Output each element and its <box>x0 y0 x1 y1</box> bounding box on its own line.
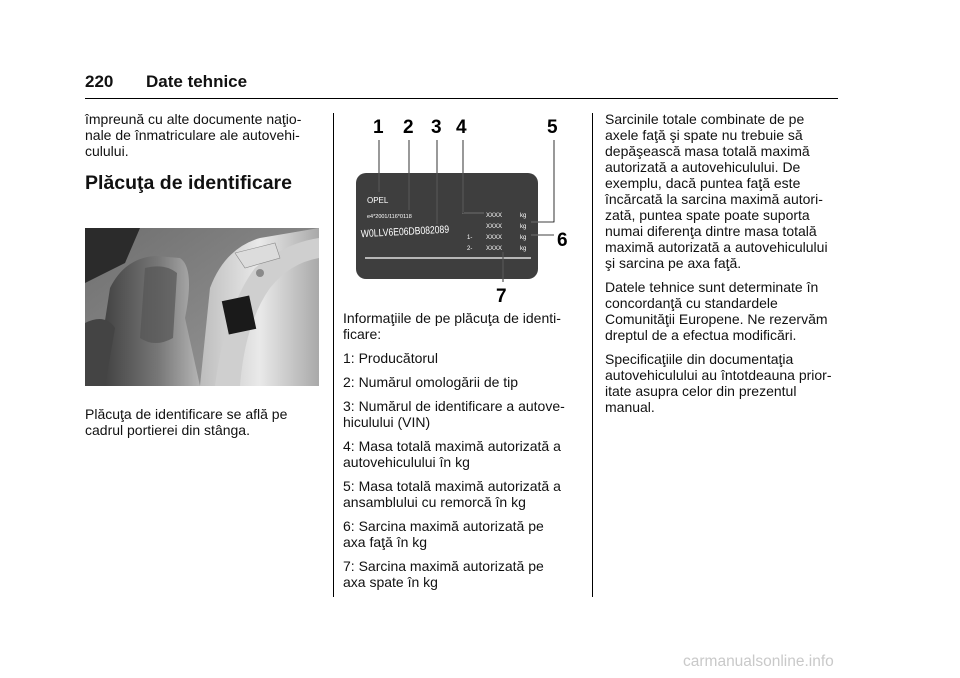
list-item: 6: Sarcina maximă autorizată pe axa faţă în kg <box>343 518 544 550</box>
callout-4: 4 <box>456 117 467 138</box>
identification-plate-diagram <box>343 110 588 305</box>
callout-2: 2 <box>403 117 414 138</box>
plate-brand: OPEL <box>367 196 389 205</box>
plate-info-intro: Informaţiile de pe plăcuţa de identi- ficare: <box>343 310 561 342</box>
photo-caption: Plăcuţa de identificare se află pe cadrul portierei din stânga. <box>85 406 288 438</box>
plate-weight-2: XXXX <box>486 224 503 230</box>
callout-6: 6 <box>557 230 568 251</box>
list-item: 5: Masa totală maximă autorizată a ansamblului cu remorcă în kg <box>343 478 561 510</box>
column-1 <box>85 111 325 167</box>
callout-3: 3 <box>431 117 442 138</box>
column-3 <box>605 111 840 423</box>
intro-paragraph: împreună cu alte documente naţio- nale de înmatriculare ale autovehi- culului. <box>85 111 302 159</box>
column-2 <box>343 310 588 598</box>
plate-unit-3: kg <box>520 235 527 241</box>
page-header <box>85 72 838 98</box>
plate-axle-label-2: 2- <box>467 246 473 252</box>
standards-paragraph: Datele tehnice sunt determinate în concordanţă cu standardele Comunităţii Europene. Ne rezervăm dreptul de a efectua modificări. <box>605 279 828 343</box>
list-item: 3: Numărul de identificare a autove- hiculului (VIN) <box>343 398 565 430</box>
plate-unit-4: kg <box>520 246 527 252</box>
plate-weight-4: XXXX <box>486 246 503 252</box>
list-item: 4: Masa totală maximă autorizată a autovehiculului în kg <box>343 438 561 470</box>
plate-vin: W0LLV6E06DB082089 <box>360 223 450 241</box>
plate-approval-number: e4*2001/116*0118 <box>367 214 412 220</box>
door-frame-photo <box>85 228 319 386</box>
chapter-title: Date tehnice <box>146 72 248 91</box>
callout-5: 5 <box>547 117 558 138</box>
plate-weight-3: XXXX <box>486 235 503 241</box>
axle-load-paragraph: Sarcinile totale combinate de pe axele faţă şi spate nu trebuie să depăşească masa totală maximă autorizată a autovehiculului. De exemplu, dacă puntea faţă este încărcată la sarcina maximă autori- zată, puntea spate poate suporta numai diferenţa dintre masa totală maximă autorizată a autovehiculului şi sarcina pe axa faţă. <box>605 111 828 271</box>
plate-unit-1: kg <box>520 213 527 219</box>
callout-7: 7 <box>496 286 507 305</box>
list-item: 7: Sarcina maximă autorizată pe axa spate în kg <box>343 558 544 590</box>
header-rule <box>85 98 838 99</box>
plate-axle-label-1: 1- <box>467 235 473 241</box>
page-number: 220 <box>85 72 114 91</box>
plate-weight-1: XXXX <box>486 213 503 219</box>
list-item: 2: Numărul omologării de tip <box>343 374 519 390</box>
priority-paragraph: Specificaţiile din documentaţia autovehiculului au întotdeauna prior- itate asupra celor din prezentul manual. <box>605 351 832 415</box>
callout-1: 1 <box>373 117 384 138</box>
column-divider <box>333 113 334 597</box>
section-title: Plăcuţa de identificare <box>85 172 292 194</box>
watermark: carmanualsonline.info <box>683 653 834 670</box>
list-item: 1: Producătorul <box>343 350 438 366</box>
plate-unit-2: kg <box>520 224 527 230</box>
column-divider <box>592 113 593 597</box>
